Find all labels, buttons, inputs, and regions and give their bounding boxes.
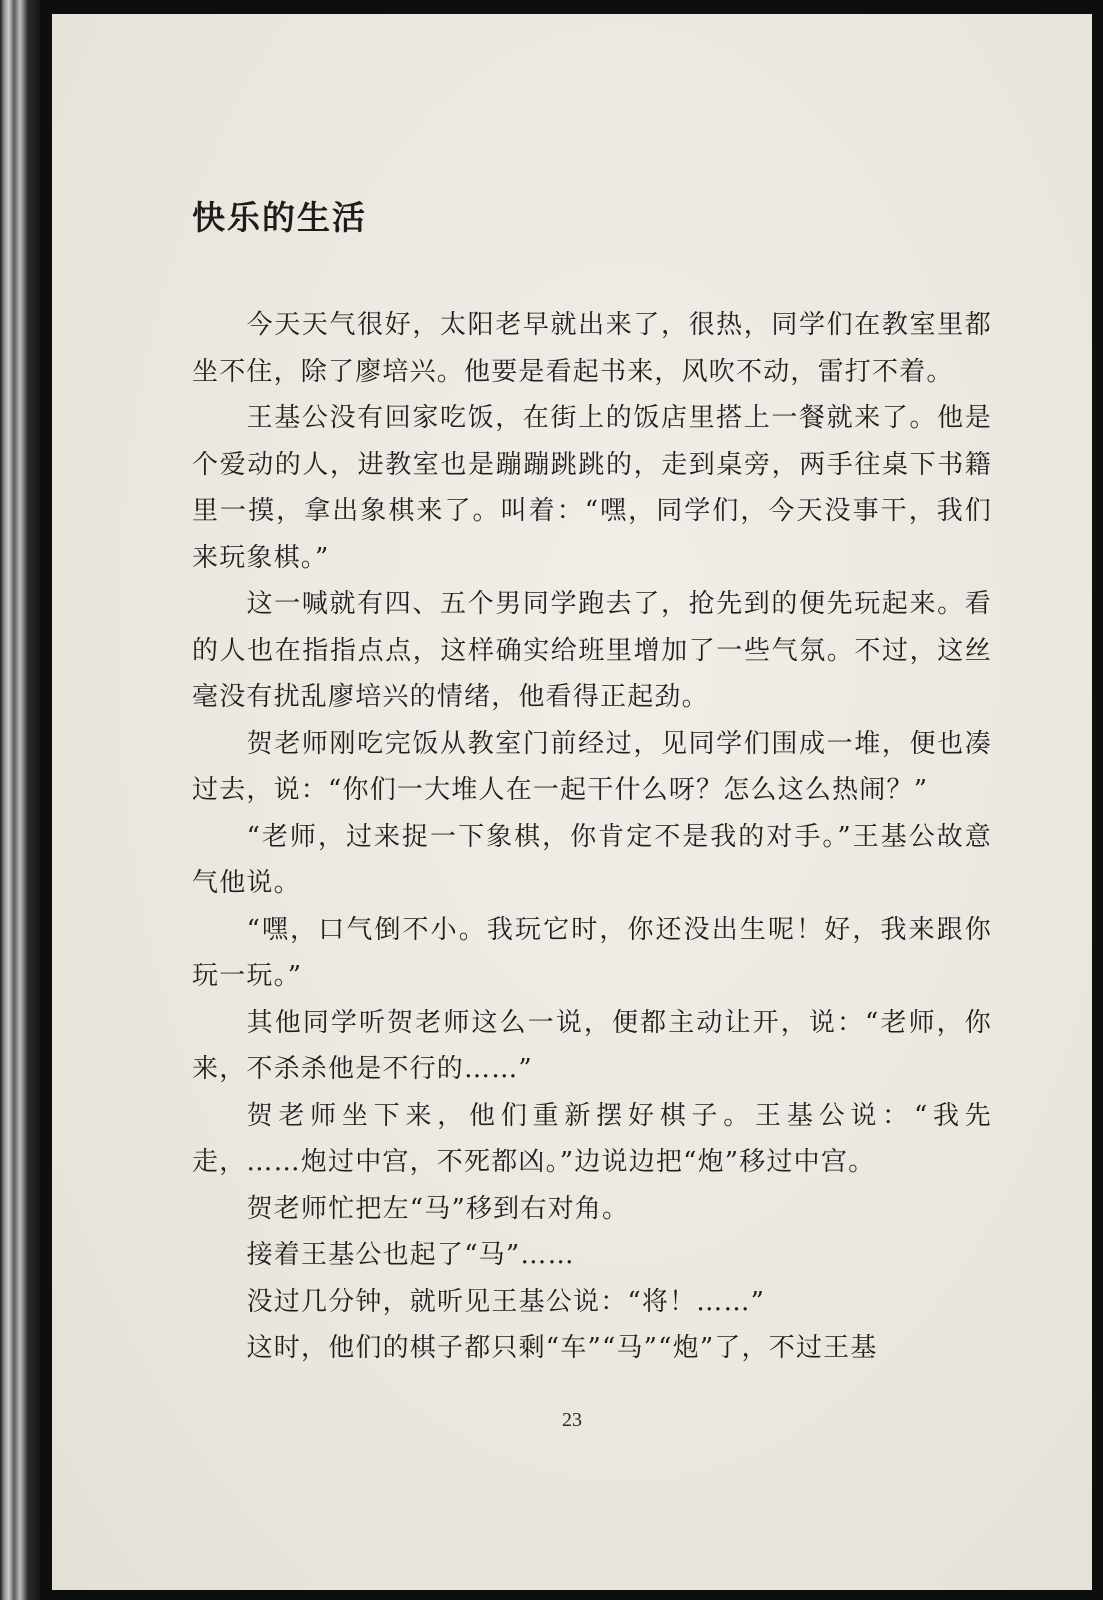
paragraph: 这一喊就有四、五个男同学跑去了，抢先到的便先玩起来。看的人也在指指点点，这样确实给班里增加了一些气氛。不过，这丝毫没有扰乱廖培兴的情绪，他看得正起劲。	[192, 589, 992, 712]
scan-binding-edge	[0, 0, 40, 1600]
paragraph: 王基公没有回家吃饭，在街上的饭店里搭上一餐就来了。他是个爱动的人，进教室也是蹦蹦跳跳的，走到桌旁，两手往桌下书籍里一摸，拿出象棋来了。叫着：“嘿，同学们，今天没事干，我们来玩象棋。”	[192, 403, 992, 573]
paragraph: 接着王基公也起了“马”……	[246, 1240, 575, 1270]
paragraph: “老师，过来捉一下象棋，你肯定不是我的对手。”王基公故意气他说。	[192, 821, 992, 898]
book-page	[52, 14, 1092, 1590]
paragraph: 贺老师忙把左“马”移到右对角。	[246, 1193, 630, 1224]
paragraph: 贺老师坐下来，他们重新摆好棋子。王基公说：“我先走，……炮过中宫，不死都凶。”边说边把“炮”移过中宫。	[192, 1100, 992, 1177]
body-text	[192, 302, 992, 1372]
page-number: 23	[562, 1409, 582, 1431]
chapter-title: 快乐的生活	[192, 198, 367, 237]
paragraph: 其他同学听贺老师这么一说，便都主动让开，说：“老师，你来，不杀杀他是不行的……”	[192, 1007, 992, 1084]
paragraph: 今天天气很好，太阳老早就出来了，很热，同学们在教室里都坐不住，除了廖培兴。他要是看起书来，风吹不动，雷打不着。	[192, 310, 992, 387]
paragraph: 没过几分钟，就听见王基公说：“将！……”	[246, 1286, 766, 1317]
paragraph: “嘿，口气倒不小。我玩它时，你还没出生呢！好，我来跟你玩一玩。”	[192, 914, 992, 991]
paragraph: 贺老师刚吃完饭从教室门前经过，见同学们围成一堆，便也凑过去，说：“你们一大堆人在一起干什么呀？怎么这么热闹？”	[192, 728, 992, 805]
paragraph: 这时，他们的棋子都只剩“车”“马”“炮”了，不过王基	[246, 1333, 878, 1363]
